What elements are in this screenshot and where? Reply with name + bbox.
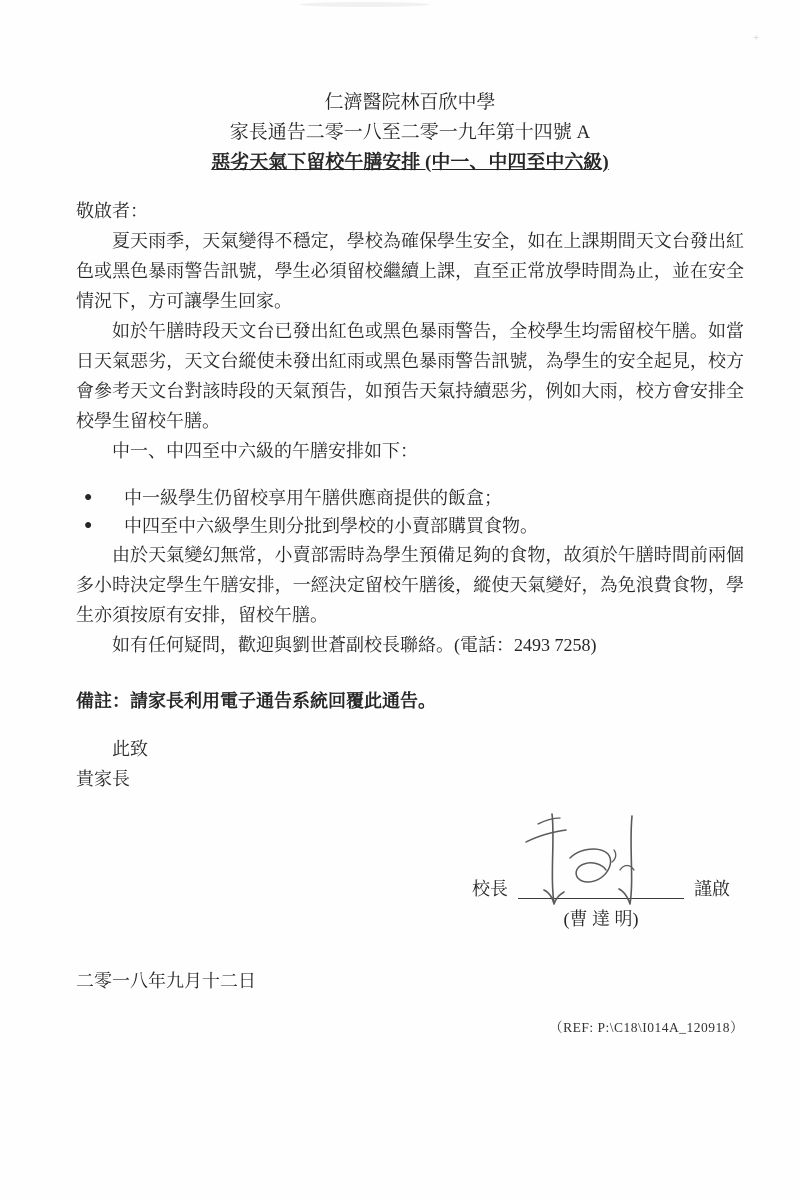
signature-role-label: 校長 <box>472 879 508 899</box>
letter-content <box>0 88 800 1038</box>
principal-name: (曹 達 明) <box>563 909 639 929</box>
list-intro: 中一、中四至中六級的午膳安排如下： <box>112 441 418 461</box>
scan-artifact-plus: + <box>753 32 760 44</box>
signature-row <box>472 874 744 904</box>
remark-note: 備註：請家長利用電子通告系統回覆此通告。 <box>76 691 436 711</box>
paragraph-contact: 如有任何疑問，歡迎與劉世蒼副校長聯絡。(電話：2493 7258) <box>112 635 597 655</box>
list-item-text: 中四至中六級學生則分批到學校的小賣部購買食物。 <box>124 516 538 536</box>
salutation: 敬啟者： <box>76 201 148 221</box>
paragraph-weather-warning: 夏天雨季，天氣變得不穩定，學校為確保學生安全，如在上課期間天文台發出紅色或黑色暴雨警告訊號，學生必須留校繼續上課，直至正常放學時間為止，並在安全情況下，方可讓學生回家。 <box>76 231 744 311</box>
bullet-icon: ● <box>84 490 93 505</box>
notice-number: 家長通告二零一八至二零一九年第十四號 A <box>229 122 591 143</box>
list-item-text: 中一級學生仍留校享用午膳供應商提供的飯盒； <box>124 488 502 508</box>
lunch-arrangement-list <box>76 484 744 540</box>
reference-number: （REF: P:\C18\I014A_120918） <box>549 1020 744 1035</box>
signature-block <box>472 874 744 934</box>
list-item <box>76 512 744 540</box>
notice-title: 惡劣天氣下留校午膳安排 (中一、中四至中六級) <box>211 152 609 173</box>
scan-smudge <box>300 2 430 7</box>
valediction: 此致 <box>112 739 148 759</box>
bullet-icon: ● <box>84 518 93 533</box>
signature-line <box>518 878 684 899</box>
letter-date: 二零一八年九月十二日 <box>76 971 256 991</box>
list-item <box>76 484 744 512</box>
recipient: 貴家長 <box>76 769 130 789</box>
school-name: 仁濟醫院林百欣中學 <box>324 92 496 113</box>
paragraph-lunch-policy: 如於午膳時段天文台已發出紅色或黑色暴雨警告，全校學生均需留校午膳。如當日天氣惡劣，天文台縱使未發出紅雨或黑色暴雨警告訊號，為學生的安全起見，校方會參考天文台對該時段的天氣預告，如預告天氣持續惡劣，例如大雨，校方會安排全校學生留校午膳。 <box>76 321 744 431</box>
signature-respect-label: 謹啟 <box>694 879 730 899</box>
paragraph-food-preparation: 由於天氣變幻無常，小賣部需時為學生預備足夠的食物，故須於午膳時間前兩個多小時決定學生午膳安排，一經決定留校午膳後，縱使天氣變好，為免浪費食物，學生亦須按原有安排，留校午膳。 <box>76 545 744 625</box>
